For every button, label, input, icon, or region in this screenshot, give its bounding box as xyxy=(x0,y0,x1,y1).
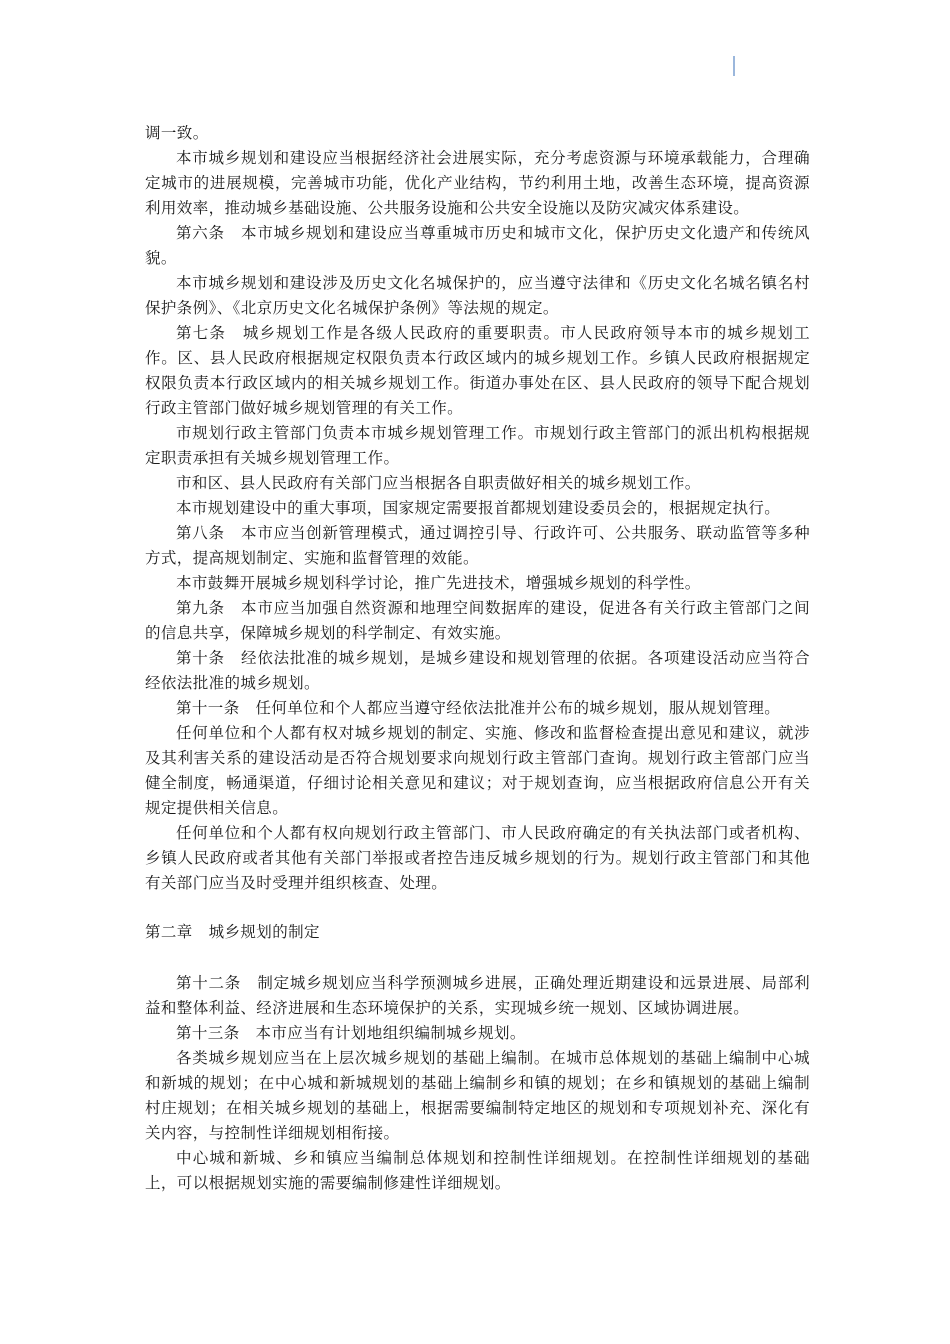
paragraph: 任何单位和个人都有权对城乡规划的制定、实施、修改和监督检查提出意见和建议，就涉及其利害关系的建设活动是否符合规划要求向规划行政主管部门查询。规划行政主管部门应当健全制度，畅通渠道，仔细讨论相关意见和建议；对于规划查询，应当根据政府信息公开有关规定提供相关信息。 xyxy=(145,724,810,817)
article-section-top xyxy=(145,121,810,896)
document-body xyxy=(145,121,810,1196)
paragraph: 本市城乡规划和建设涉及历史文化名城保护的，应当遵守法律和《历史文化名城名镇名村保护条例》、《北京历史文化名城保护条例》等法规的规定。 xyxy=(145,274,810,317)
paragraph: 本市规划建设中的重大事项，国家规定需要报首都规划建设委员会的，根据规定执行。 xyxy=(176,499,781,517)
paragraph: 中心城和新城、乡和镇应当编制总体规划和控制性详细规划。在控制性详细规划的基础上，可以根据规划实施的需要编制修建性详细规划。 xyxy=(145,1149,810,1192)
paragraph: 第九条 本市应当加强自然资源和地理空间数据库的建设，促进各有关行政主管部门之间的信息共享，保障城乡规划的科学制定、有效实施。 xyxy=(145,599,810,642)
paragraph: 第十三条 本市应当有计划地组织编制城乡规划。 xyxy=(176,1024,526,1042)
paragraph: 任何单位和个人都有权向规划行政主管部门、市人民政府确定的有关执法部门或者机构、乡镇人民政府或者其他有关部门举报或者控告违反城乡规划的行为。规划行政主管部门和其他有关部门应当及时受理并组织核查、处理。 xyxy=(145,824,810,892)
paragraph: 第七条 城乡规划工作是各级人民政府的重要职责。市人民政府领导本市的城乡规划工作。区、县人民政府根据规定权限负责本行政区域内的城乡规划工作。乡镇人民政府根据规定权限负责本行政区域内的相关城乡规划工作。街道办事处在区、县人民政府的领导下配合规划行政主管部门做好城乡规划管理的有关工作。 xyxy=(145,324,810,417)
article-section-bottom xyxy=(145,971,810,1196)
paragraph: 各类城乡规划应当在上层次城乡规划的基础上编制。在城市总体规划的基础上编制中心城和新城的规划；在中心城和新城规划的基础上编制乡和镇的规划；在乡和镇规划的基础上编制村庄规划；在相关城乡规划的基础上，根据需要编制特定地区的规划和专项规划补充、深化有关内容，与控制性详细规划相衔接。 xyxy=(145,1049,810,1142)
paragraph: 第十条 经依法批准的城乡规划，是城乡建设和规划管理的依据。各项建设活动应当符合经依法批准的城乡规划。 xyxy=(145,649,810,692)
paragraph: 调一致。 xyxy=(145,124,209,142)
paragraph: 第十一条 任何单位和个人都应当遵守经依法批准并公布的城乡规划，服从规划管理。 xyxy=(176,699,781,717)
paragraph: 第十二条 制定城乡规划应当科学预测城乡进展，正确处理近期建设和远景进展、局部利益和整体利益、经济进展和生态环境保护的关系，实现城乡统一规划、区域协调进展。 xyxy=(145,974,810,1017)
paragraph: 本市城乡规划和建设应当根据经济社会进展实际，充分考虑资源与环境承载能力，合理确定城市的进展规模，完善城市功能，优化产业结构，节约利用土地，改善生态环境，提高资源利用效率，推动城乡基础设施、公共服务设施和公共安全设施以及防灾减灾体系建设。 xyxy=(145,149,810,217)
chapter-heading: 第二章 城乡规划的制定 xyxy=(145,923,320,941)
paragraph: 市和区、县人民政府有关部门应当根据各自职责做好相关的城乡规划工作。 xyxy=(176,474,701,492)
paragraph: 第六条 本市城乡规划和建设应当尊重城市历史和城市文化，保护历史文化遗产和传统风貌。 xyxy=(145,224,810,267)
paragraph: 本市鼓舞开展城乡规划科学讨论，推广先进技术，增强城乡规划的科学性。 xyxy=(176,574,701,592)
paragraph: 第八条 本市应当创新管理模式，通过调控引导、行政许可、公共服务、联动监管等多种方式，提高规划制定、实施和监督管理的效能。 xyxy=(145,524,810,567)
paragraph: 市规划行政主管部门负责本市城乡规划管理工作。市规划行政主管部门的派出机构根据规定职责承担有关城乡规划管理工作。 xyxy=(145,424,810,467)
header-mark xyxy=(733,56,735,76)
